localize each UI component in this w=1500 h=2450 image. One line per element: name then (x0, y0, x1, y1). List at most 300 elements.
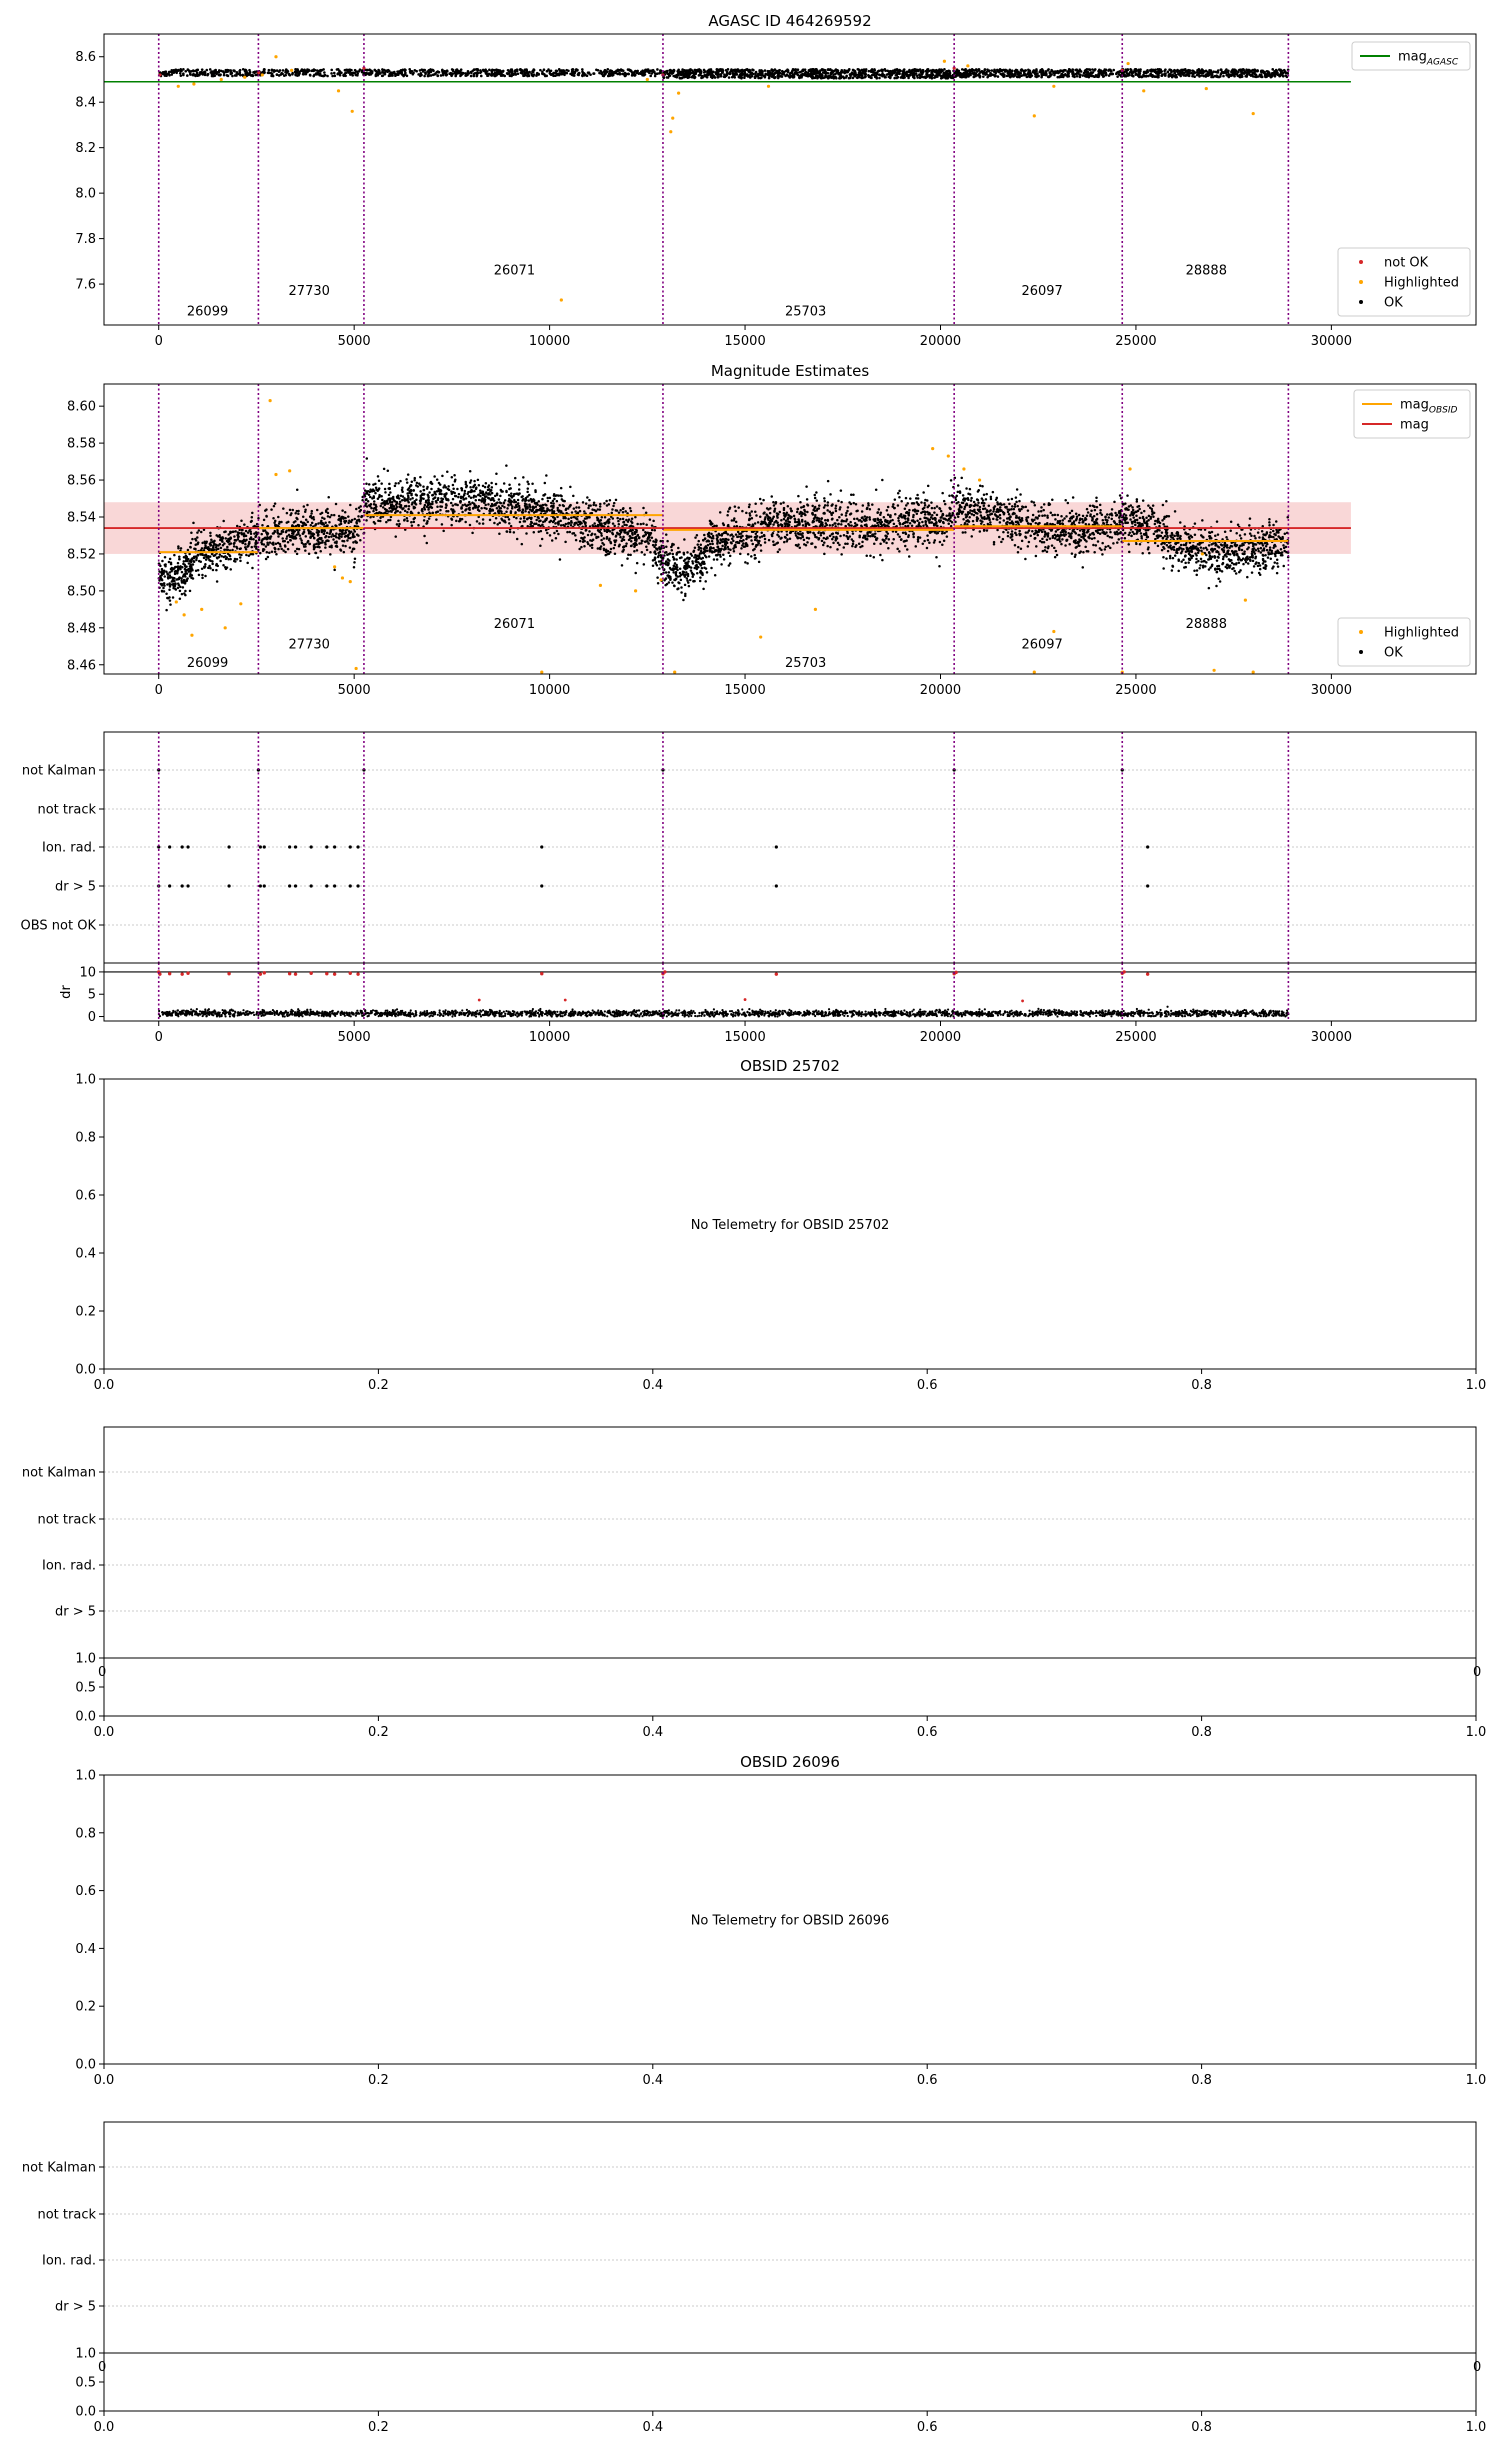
agasc-ok-point (204, 72, 207, 75)
agasc-ok-point (333, 75, 336, 78)
agasc-ok-point (184, 70, 187, 73)
panel-estimates (67, 362, 1476, 698)
agasc-ok-point (182, 72, 185, 75)
estimates-ok-point (757, 521, 760, 524)
agasc-ok-point (876, 71, 879, 74)
estimates-ok-point (591, 547, 594, 550)
agasc-ok-point (712, 70, 715, 73)
agasc-ok-point (536, 72, 539, 75)
agasc-ok-point (642, 74, 645, 77)
estimates-ok-point (736, 525, 739, 528)
agasc-ok-point (541, 72, 544, 75)
estimates-ok-point (333, 569, 336, 572)
estimates-ok-point (858, 543, 861, 546)
agasc-ok-point (1079, 68, 1082, 71)
agasc-ok-point (1037, 75, 1040, 78)
estimates-ok-point (715, 525, 718, 528)
estimates-ok-point (595, 504, 598, 507)
estimates-ok-point (212, 546, 215, 549)
agasc-ok-point (1135, 72, 1138, 75)
estimates-ok-point (924, 513, 927, 516)
agasc-ok-point (878, 77, 881, 80)
agasc-top-legend-label-0: mag$_{AGASC}$ (1398, 49, 1459, 68)
estimates-ok-point (1003, 503, 1006, 506)
estimates-ok-point (683, 552, 686, 555)
estimates-ok-point (554, 522, 557, 525)
agasc-ok-point (1070, 70, 1073, 73)
estimates-ok-point (1169, 555, 1172, 558)
estimates-ok-point (934, 539, 937, 542)
estimates-ok-point (372, 483, 375, 486)
agasc-ok-point (794, 68, 797, 71)
estimates-ok-point (694, 536, 697, 539)
agasc-ok-point (295, 68, 298, 71)
estimates-ok-point (553, 532, 556, 535)
agasc-ok-point (575, 68, 578, 71)
estimates-ok-point (840, 513, 843, 516)
estimates-ok-point (280, 521, 283, 524)
estimates-ok-point (630, 540, 633, 543)
agasc-ok-point (743, 76, 746, 79)
estimates-ok-point (514, 477, 517, 480)
estimates-ok-point (518, 488, 521, 491)
agasc-highlighted-point-12 (669, 130, 672, 133)
estimates-ok-point (583, 545, 586, 548)
estimates-ok-point (484, 486, 487, 489)
estimates-ok-point (1243, 550, 1246, 553)
estimates-ok-point (1057, 514, 1060, 517)
estimates-ok-point (847, 506, 850, 509)
agasc-ok-point (1215, 71, 1218, 74)
estimates-ok-point (999, 517, 1002, 520)
estimates-ok-point (406, 517, 409, 520)
agasc-ok-point (1216, 76, 1219, 79)
agasc-ok-point (417, 73, 420, 76)
agasc-ok-point (1053, 71, 1056, 74)
agasc-ok-point (734, 72, 737, 75)
agasc-ok-point (198, 73, 201, 76)
estimates-ok-point (515, 517, 518, 520)
agasc-highlighted-point-3 (243, 76, 246, 79)
estimates-ok-point (398, 503, 401, 506)
estimates-ok-point (551, 539, 554, 542)
estimates-ok-point (920, 501, 923, 504)
agasc-ok-point (1047, 69, 1050, 72)
estimates-ok-point (527, 487, 530, 490)
agasc-ok-point (1142, 74, 1145, 77)
estimates-ok-point (1182, 559, 1185, 562)
estimates-ok-point (624, 510, 627, 513)
estimates-ok-point (610, 548, 613, 551)
agasc-ok-point (196, 71, 199, 74)
agasc-ok-point (272, 75, 275, 78)
agasc-ok-point (539, 69, 542, 72)
agasc-ok-point (822, 71, 825, 74)
estimates-ok-point (734, 510, 737, 513)
agasc-ok-point (1088, 76, 1091, 79)
agasc-ok-point (491, 71, 494, 74)
estimates-ok-point (168, 589, 171, 592)
agasc-ok-point (928, 75, 931, 78)
estimates-ok-point (671, 549, 674, 552)
estimates-ok-point (755, 514, 758, 517)
agasc-ok-point (533, 73, 536, 76)
estimates-ok-point (201, 567, 204, 570)
estimates-ok-point (468, 501, 471, 504)
estimates-ok-point (960, 477, 963, 480)
estimates-ok-point (435, 518, 438, 521)
agasc-obsid-label-3: 25703 (784, 304, 827, 320)
agasc-ok-point (851, 73, 854, 76)
estimates-ok-point (196, 531, 199, 534)
agasc-ok-point (760, 76, 763, 79)
agasc-ok-point (923, 76, 926, 79)
estimates-ok-point (406, 481, 409, 484)
agasc-ok-point (1160, 74, 1163, 77)
estimates-ok-point (524, 510, 527, 513)
agasc-ok-point (420, 72, 423, 75)
agasc-ok-point (895, 74, 898, 77)
agasc-ok-point (1274, 75, 1277, 78)
agasc-ok-point (1085, 75, 1088, 78)
estimates-ok-point (495, 483, 498, 486)
estimates-ok-point (832, 532, 835, 535)
estimates-ok-point (954, 516, 957, 519)
agasc-ok-point (572, 70, 575, 73)
estimates-ok-point (389, 491, 392, 494)
agasc-ok-point (1245, 71, 1248, 74)
agasc-ok-point (947, 70, 950, 73)
estimates-ok-point (739, 553, 742, 556)
agasc-ok-point (1164, 74, 1167, 77)
estimates-ok-point (396, 506, 399, 509)
agasc-ok-point (971, 68, 974, 71)
agasc-ok-point (940, 71, 943, 74)
estimates-ok-point (992, 518, 995, 521)
agasc-ok-point (209, 71, 212, 74)
estimates-ok-point (836, 519, 839, 522)
agasc-ok-point (170, 73, 173, 76)
estimates-ok-point (477, 479, 480, 482)
agasc-ok-point (1073, 76, 1076, 79)
estimates-ok-point (504, 499, 507, 502)
estimates-ok-point (1217, 533, 1220, 536)
estimates-ok-point (898, 536, 901, 539)
agasc-xtick-label-3: 15000 (724, 334, 766, 349)
agasc-ok-point (993, 69, 996, 72)
estimates-ok-point (487, 503, 490, 506)
agasc-ok-point (320, 74, 323, 77)
agasc-ok-point (1067, 73, 1070, 76)
agasc-ok-point (972, 76, 975, 79)
estimates-ok-point (879, 514, 882, 517)
agasc-bottom-legend-label-1: Highlighted (1384, 275, 1459, 291)
agasc-ok-point (994, 75, 997, 78)
agasc-ok-point (796, 71, 799, 74)
agasc-ok-point (1179, 75, 1182, 78)
estimates-ok-point (265, 515, 268, 518)
agasc-ok-point (634, 74, 637, 77)
agasc-ok-point (740, 77, 743, 80)
agasc-ok-point (479, 69, 482, 72)
estimates-ok-point (702, 588, 705, 591)
estimates-ok-point (634, 572, 637, 575)
agasc-bottom-legend-marker-2 (1359, 300, 1363, 304)
estimates-ok-point (335, 532, 338, 535)
estimates-ok-point (838, 516, 841, 519)
agasc-ok-point (822, 68, 825, 71)
estimates-ok-point (1162, 504, 1165, 507)
estimates-ok-point (351, 550, 354, 553)
agasc-ok-point (444, 72, 447, 75)
estimates-ok-point (210, 538, 213, 541)
agasc-ok-point (672, 71, 675, 74)
estimates-ok-point (740, 547, 743, 550)
agasc-ok-point (1191, 75, 1194, 78)
estimates-ok-point (708, 555, 711, 558)
agasc-ok-point (887, 73, 890, 76)
agasc-ok-point (451, 73, 454, 76)
agasc-ok-point (1085, 70, 1088, 73)
estimates-ok-point (947, 522, 950, 525)
panel-agasc (75, 12, 1476, 349)
estimates-ok-point (510, 492, 512, 495)
agasc-ok-point (1006, 75, 1009, 78)
agasc-ok-point (1171, 74, 1174, 77)
agasc-ok-point (519, 68, 522, 71)
agasc-ok-point (972, 72, 975, 75)
agasc-ok-point (1112, 69, 1115, 72)
estimates-ok-point (294, 520, 297, 523)
agasc-ok-point (965, 76, 968, 79)
agasc-ok-point (436, 74, 439, 77)
agasc-ok-point (1200, 71, 1203, 74)
estimates-ok-point (811, 505, 814, 508)
agasc-ok-point (1063, 69, 1066, 72)
agasc-ok-point (820, 73, 823, 76)
estimates-ok-point (911, 524, 914, 527)
agasc-ok-point (283, 74, 286, 77)
agasc-ok-point (963, 72, 966, 75)
estimates-ok-point (231, 549, 234, 552)
agasc-ok-point (383, 69, 386, 72)
agasc-ok-point (330, 69, 333, 72)
agasc-ok-point (549, 73, 552, 76)
estimates-ok-point (778, 548, 781, 551)
agasc-ok-point (781, 70, 784, 73)
estimates-ok-point (349, 504, 352, 507)
estimates-ok-point (797, 495, 800, 498)
estimates-ok-point (169, 599, 172, 602)
agasc-ok-point (920, 70, 923, 73)
estimates-ok-point (1082, 566, 1085, 569)
estimates-ok-point (988, 505, 991, 508)
agasc-ok-point (822, 77, 825, 80)
estimates-ok-point (931, 507, 934, 510)
estimates-ok-point (1216, 568, 1219, 571)
estimates-ok-point (1176, 538, 1179, 541)
agasc-ok-point (707, 74, 710, 77)
estimates-ok-point (342, 544, 345, 547)
agasc-ok-point (498, 69, 501, 72)
agasc-ok-point (297, 74, 300, 77)
agasc-ok-point (792, 76, 795, 79)
agasc-ok-point (1095, 74, 1098, 77)
agasc-ytick-label-4: 8.4 (75, 95, 96, 111)
estimates-ok-point (282, 507, 285, 510)
estimates-ok-point (923, 502, 926, 505)
estimates-ok-point (1200, 534, 1203, 537)
estimates-ok-point (629, 554, 632, 557)
agasc-ok-point (1263, 71, 1266, 74)
estimates-ok-point (578, 548, 581, 551)
agasc-ok-point (764, 69, 767, 72)
estimates-ok-point (339, 532, 342, 535)
agasc-ok-point (752, 73, 755, 76)
agasc-ok-point (974, 73, 977, 76)
agasc-ok-point (734, 68, 737, 71)
estimates-ok-point (683, 538, 686, 541)
agasc-ok-point (631, 71, 634, 74)
estimates-ok-point (359, 539, 362, 542)
estimates-ok-point (201, 574, 204, 577)
agasc-ok-point (242, 68, 245, 71)
estimates-ok-point (825, 522, 828, 525)
estimates-ok-point (1265, 532, 1268, 535)
agasc-ok-point (1146, 71, 1149, 74)
agasc-ok-point (1116, 75, 1119, 78)
agasc-ok-point (783, 73, 786, 76)
estimates-ok-point (249, 530, 252, 533)
estimates-ok-point (1188, 557, 1191, 560)
agasc-ok-point (771, 74, 774, 77)
agasc-ok-point (1257, 75, 1260, 78)
agasc-ok-point (1132, 70, 1135, 73)
estimates-ok-point (1169, 557, 1172, 560)
estimates-ok-point (1202, 547, 1205, 550)
estimates-ok-point (1008, 513, 1011, 516)
estimates-ok-point (962, 494, 965, 497)
estimates-ok-point (649, 518, 652, 521)
agasc-ok-point (313, 68, 316, 71)
estimates-ok-point (239, 560, 242, 563)
agasc-ok-point (1028, 71, 1031, 74)
agasc-ok-point (1156, 76, 1159, 79)
estimates-ok-point (447, 510, 450, 513)
agasc-ok-point (1210, 76, 1213, 79)
estimates-ok-point (608, 539, 611, 542)
agasc-ok-point (441, 70, 444, 73)
estimates-ok-point (671, 581, 674, 584)
estimates-ok-point (570, 516, 573, 519)
agasc-ok-point (772, 76, 775, 79)
agasc-ok-point (1222, 75, 1225, 78)
agasc-ok-point (1207, 74, 1210, 77)
agasc-ok-point (1233, 70, 1236, 73)
estimates-ok-point (426, 542, 429, 545)
estimates-ok-point (1260, 551, 1263, 554)
estimates-ok-point (651, 529, 654, 532)
estimates-ok-point (239, 556, 242, 559)
estimates-ok-point (806, 541, 809, 544)
estimates-ok-point (406, 492, 409, 495)
agasc-ok-point (649, 75, 652, 78)
estimates-ok-point (436, 506, 439, 509)
estimates-ok-point (938, 507, 941, 510)
agasc-highlighted-point-20 (1142, 89, 1145, 92)
agasc-ok-point (930, 72, 933, 75)
estimates-ok-point (1134, 524, 1137, 527)
estimates-ok-point (1272, 524, 1275, 527)
agasc-ok-point (231, 75, 234, 78)
agasc-ok-point (754, 76, 757, 79)
estimates-ok-point (799, 533, 802, 536)
agasc-ok-point (219, 73, 222, 76)
agasc-ok-point (1279, 70, 1282, 73)
estimates-ok-point (1106, 535, 1109, 538)
agasc-ok-point (404, 69, 407, 72)
estimates-ok-point (413, 521, 416, 524)
estimates-ok-point (938, 565, 941, 568)
estimates-ok-point (905, 497, 908, 500)
agasc-ok-point (424, 72, 427, 75)
estimates-ok-point (616, 517, 619, 520)
estimates-ok-point (1025, 506, 1028, 509)
agasc-ok-point (651, 72, 654, 75)
estimates-ok-point (378, 480, 381, 483)
estimates-ok-point (1219, 580, 1222, 583)
estimates-ok-point (1115, 514, 1118, 517)
estimates-ok-point (734, 505, 737, 508)
agasc-ok-point (370, 73, 373, 76)
estimates-ok-point (651, 536, 654, 539)
estimates-ok-point (569, 531, 572, 534)
estimates-ok-point (450, 508, 453, 511)
agasc-ok-point (486, 74, 489, 77)
estimates-ok-point (599, 503, 602, 506)
agasc-ok-point (442, 74, 445, 77)
estimates-ok-point (469, 470, 472, 473)
estimates-ok-point (723, 524, 726, 527)
agasc-bottom-legend-label-2: OK (1384, 295, 1403, 311)
agasc-ok-point (937, 73, 940, 76)
agasc-ok-point (651, 70, 654, 73)
estimates-ok-point (405, 478, 408, 481)
agasc-ok-point (831, 69, 834, 72)
agasc-ok-point (177, 69, 180, 72)
agasc-ok-point (516, 70, 519, 73)
agasc-ok-point (1157, 69, 1160, 72)
agasc-ok-point (218, 69, 221, 72)
agasc-ok-point (615, 70, 618, 73)
estimates-ok-point (1254, 552, 1257, 555)
estimates-ok-point (1000, 503, 1003, 506)
agasc-ok-point (789, 75, 792, 78)
estimates-ok-point (503, 482, 506, 485)
agasc-ok-point (604, 69, 607, 72)
agasc-ok-point (276, 73, 279, 76)
estimates-ok-point (897, 492, 900, 495)
estimates-ok-point (944, 503, 947, 506)
estimates-ok-point (643, 553, 646, 556)
agasc-xtick-label-0: 0 (154, 334, 163, 349)
estimates-ok-point (714, 574, 717, 577)
agasc-ok-point (381, 75, 384, 78)
agasc-ok-point (740, 72, 743, 75)
agasc-ok-point (271, 69, 274, 72)
agasc-ok-point (975, 68, 978, 71)
estimates-ok-point (399, 501, 402, 504)
